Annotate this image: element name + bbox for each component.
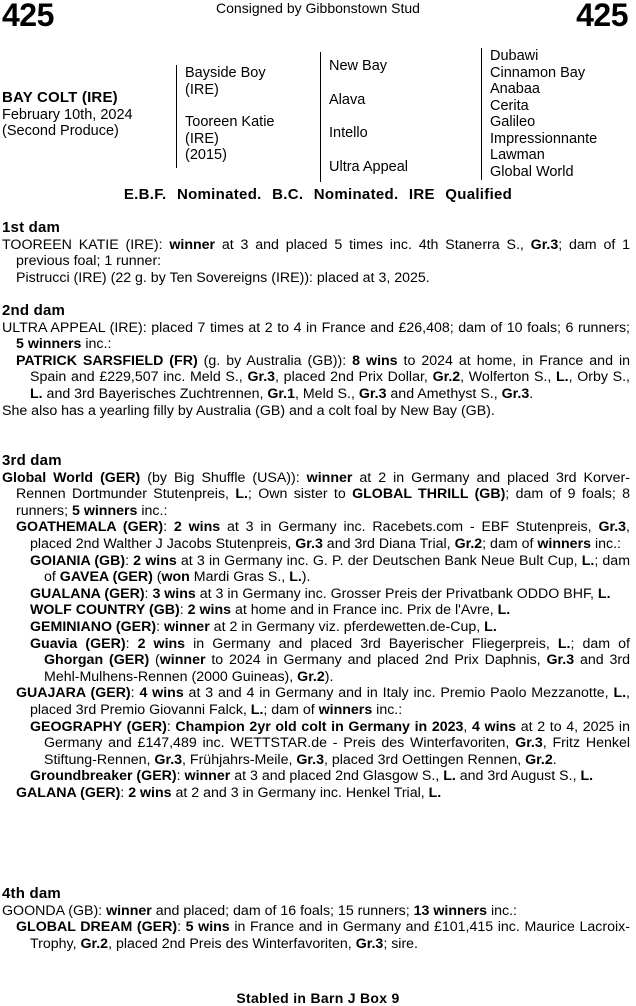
section-heading: 4th dam (2, 885, 61, 902)
dam-country: (IRE) (185, 130, 219, 147)
lot-number-right: 425 (576, 0, 628, 33)
sire-name: Bayside Boy (185, 65, 266, 81)
produce-entry: GOATHEMALA (GER): 2 wins at 3 in Germany inc. Racebets.com - EBF Stutenpreis, Gr.3, placed 2nd Walther J Jacobs Stutenpreis, Gr.3 and 3rd Diana Trial, Gr.2; dam of winners inc.: (16, 519, 630, 552)
gen4-name: Galileo (490, 114, 536, 130)
fourth-dam-section (2, 886, 630, 952)
horse-name: BAY COLT (IRE) (2, 89, 118, 106)
produce-entry: GEOGRAPHY (GER): Champion 2yr old colt in Germany in 2023, 4 wins at 2 to 4, 2025 in Germany and £147,489 inc. WETTSTAR.de - Preis des Winterfavoriten, Gr.3, Fritz Henkel Stiftung-Rennen, Gr.3, Frühjahrs-Meile, Gr.3, placed 3rd Oettingen Rennen, Gr.2. (30, 718, 630, 768)
gen4-name: Cinnamon Bay (490, 64, 586, 81)
section-heading: 1st dam (2, 219, 61, 236)
pedigree-gen4 (481, 48, 597, 180)
produce-entry: GEMINIANO (GER): winner at 2 in Germany viz. pferdewetten.de-Cup, L. (30, 618, 497, 635)
dam-entry: Global World (GER) (by Big Shuffle (USA)): winner at 2 in Germany and placed 3rd Korver-Rennen Dortmunder Stutenpreis, L.; Own sister to GLOBAL THRILL (GB); dam of 9 foals; 8 runners; 5 winners inc.: (2, 469, 631, 519)
dam-entry: ULTRA APPEAL (IRE): placed 7 times at 2 to 4 in France and £26,408; dam of 10 foals; 6 runners; 5 winners inc.: (2, 319, 630, 353)
dam-entry: TOOREEN KATIE (IRE): winner at 3 and placed 5 times inc. 4th Stanerra S., Gr.3; dam of 1 previous foal; 1 runner: (2, 236, 630, 270)
produce-entry: GLOBAL DREAM (GER): 5 wins in France and in Germany and £101,415 inc. Maurice Lacroix-Trophy, Gr.2, placed 2nd Preis des Winterfavoriten, Gr.3; sire. (16, 919, 630, 952)
dam-year: (2015) (185, 147, 227, 163)
lot-number-left: 425 (2, 0, 54, 33)
consignor: Consigned by Gibbonstown Stud (216, 0, 420, 16)
gen4-name: Lawman (490, 147, 545, 163)
gen3-name: Ultra Appeal (329, 158, 408, 175)
produce-entry: Groundbreaker (GER): winner at 3 and placed 2nd Glasgow S., L. and 3rd August S., L. (30, 768, 594, 785)
produce-note: (Second Produce) (2, 123, 119, 139)
gen4-name: Global World (490, 163, 574, 180)
gen3-name: New Bay (329, 58, 388, 74)
stabling-info: Stabled in Barn J Box 9 (236, 990, 400, 1006)
pedigree-gen2 (176, 65, 274, 168)
gen3-name: Alava (329, 91, 366, 108)
pedigree-gen3 (320, 52, 408, 182)
gen4-name: Cerita (490, 97, 529, 114)
dam-name: Tooreen Katie (185, 114, 275, 130)
produce-entry: Guavia (GER): 2 wins in Germany and placed 3rd Bayerischer Fliegerpreis, L.; dam of Ghorgan (GER) (winner to 2024 in Germany and placed 2nd Prix Daphnis, Gr.3 and 3rd Mehl-Mulhens-Rennen (2000 Guineas), Gr.2). (30, 635, 630, 685)
produce-entry: WOLF COUNTRY (GB): 2 wins at home and in France inc. Prix de l'Avre, L. (30, 602, 511, 619)
second-dam-section (2, 303, 630, 419)
dam-note: She also has a yearling filly by Australia (GB) and a colt foal by New Bay (GB). (2, 402, 495, 419)
dam-entry: GOONDA (GB): winner and placed; dam of 16 foals; 15 runners; 13 winners inc.: (2, 902, 517, 919)
foaling-date: February 10th, 2024 (2, 106, 133, 123)
produce-entry: Pistrucci (IRE) (22 g. by Ten Sovereigns (IRE)): placed at 3, 2025. (16, 269, 430, 286)
gen3-name: Intello (329, 125, 368, 141)
gen4-name: Dubawi (490, 48, 539, 64)
horse-description (2, 90, 133, 140)
gen4-name: Anabaa (490, 81, 540, 97)
produce-entry: GUAJARA (GER): 4 wins at 3 and 4 in Germany and in Italy inc. Premio Paolo Mezzanotte, L., placed 3rd Premio Giovanni Falck, L.; dam of winners inc.: (16, 685, 630, 718)
produce-entry: PATRICK SARSFIELD (FR) (g. by Australia (GB)): 8 wins to 2024 at home, in France and in Spain and £229,507 inc. Meld S., Gr.3, placed 2nd Prix Dollar, Gr.2, Wolferton S., L., Orby S., L. and 3rd Bayerisches Zuchtrennen, Gr.1, Meld S., Gr.3 and Amethyst S., Gr.3. (16, 352, 630, 402)
nomination-status: E.B.F. Nominated. B.C. Nominated. IRE Qualified (123, 186, 513, 203)
gen4-name: Impressionnante (490, 130, 598, 147)
third-dam-section (2, 453, 630, 801)
sire-country: (IRE) (185, 81, 219, 98)
section-heading: 3rd dam (2, 452, 62, 469)
first-dam-section (2, 220, 630, 286)
produce-entry: GALANA (GER): 2 wins at 2 and 3 in Germany inc. Henkel Trial, L. (16, 784, 442, 801)
produce-entry: GUALANA (GER): 3 wins at 3 in Germany inc. Grosser Preis der Privatbank ODDO BHF, L. (30, 585, 611, 602)
section-heading: 2nd dam (2, 302, 66, 319)
produce-entry: GOIANIA (GB): 2 wins at 3 in Germany inc. G. P. der Deutschen Bank Neue Bult Cup, L.; dam of GAVEA (GER) (won Mardi Gras S., L.). (30, 552, 631, 586)
